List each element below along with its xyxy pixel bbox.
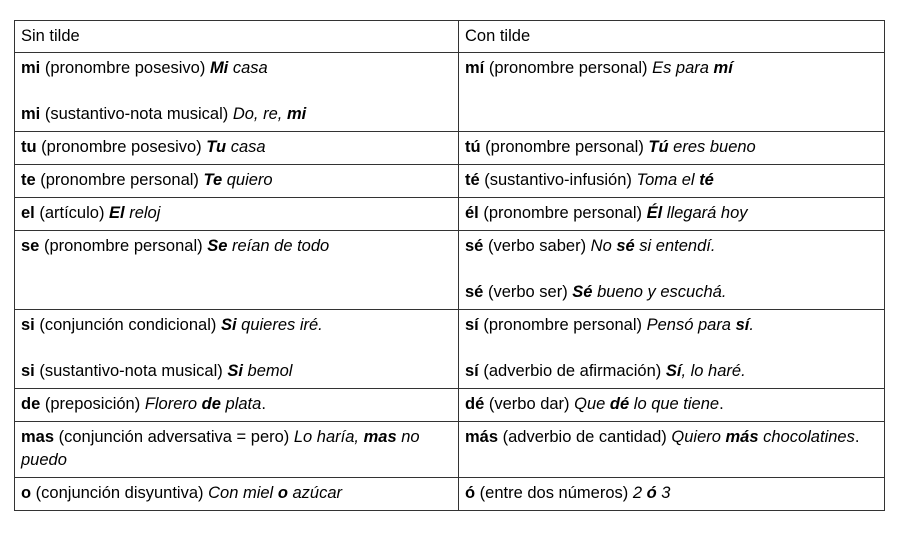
table-body bbox=[15, 53, 885, 511]
example-highlight: de bbox=[201, 395, 221, 413]
example-text: Es para bbox=[652, 59, 714, 77]
example-sentence bbox=[233, 105, 306, 123]
cell-con-tilde bbox=[459, 231, 885, 310]
usage-entry bbox=[21, 235, 452, 258]
example-highlight: más bbox=[725, 428, 759, 446]
trailing-punctuation: . bbox=[261, 395, 266, 413]
cell-con-tilde bbox=[459, 198, 885, 231]
word: más bbox=[465, 428, 499, 446]
word-description: (pronombre personal) bbox=[480, 138, 649, 156]
word: tu bbox=[21, 138, 37, 156]
example-sentence bbox=[574, 395, 719, 413]
table-row bbox=[15, 478, 885, 511]
example-text: casa bbox=[226, 138, 266, 156]
example-highlight: Mi bbox=[209, 59, 229, 77]
example-sentence bbox=[207, 237, 329, 255]
example-sentence bbox=[206, 138, 265, 156]
word-description: (pronombre personal) bbox=[478, 204, 647, 222]
header-sin-tilde: Sin tilde bbox=[15, 21, 459, 53]
example-highlight: El bbox=[109, 204, 125, 222]
usage-entry bbox=[21, 393, 452, 416]
word-description: (verbo saber) bbox=[483, 237, 591, 255]
word-description: (pronombre personal) bbox=[478, 316, 647, 334]
usage-entry bbox=[465, 202, 878, 225]
word-description: (pronombre posesivo) bbox=[36, 138, 207, 156]
example-sentence bbox=[647, 204, 748, 222]
word-description: (verbo ser) bbox=[483, 283, 573, 301]
example-text: lo que tiene bbox=[629, 395, 720, 413]
word: el bbox=[21, 204, 35, 222]
example-text: Que bbox=[574, 395, 610, 413]
example-highlight: Él bbox=[646, 204, 663, 222]
example-text: . bbox=[749, 316, 754, 334]
example-sentence bbox=[204, 171, 273, 189]
usage-entry bbox=[21, 103, 452, 126]
word-description: (sustantivo-nota musical) bbox=[34, 362, 228, 380]
example-highlight: sí bbox=[735, 316, 750, 334]
example-sentence bbox=[210, 59, 268, 77]
word-description: (pronombre personal) bbox=[39, 237, 208, 255]
table-row bbox=[15, 198, 885, 231]
word: sí bbox=[465, 316, 479, 334]
example-sentence bbox=[208, 484, 342, 502]
word: dé bbox=[465, 395, 485, 413]
example-sentence bbox=[221, 316, 323, 334]
word: si bbox=[21, 316, 35, 334]
example-text: Pensó para bbox=[646, 316, 736, 334]
example-highlight: mi bbox=[286, 105, 307, 123]
word-description: (preposición) bbox=[40, 395, 145, 413]
cell-sin-tilde bbox=[15, 132, 459, 165]
usage-entry bbox=[465, 360, 878, 383]
cell-con-tilde bbox=[459, 132, 885, 165]
example-highlight: Si bbox=[227, 362, 243, 380]
header-con-tilde: Con tilde bbox=[459, 21, 885, 53]
word-description: (pronombre personal) bbox=[484, 59, 653, 77]
example-sentence bbox=[647, 316, 754, 334]
word: se bbox=[21, 237, 40, 255]
usage-entry bbox=[21, 169, 452, 192]
cell-sin-tilde bbox=[15, 389, 459, 422]
usage-entry bbox=[21, 57, 452, 80]
usage-entry bbox=[465, 235, 878, 258]
word: té bbox=[465, 171, 480, 189]
example-highlight: Si bbox=[220, 316, 237, 334]
word-description: (verbo dar) bbox=[484, 395, 575, 413]
example-sentence bbox=[591, 237, 716, 255]
word-description: (sustantivo-infusión) bbox=[479, 171, 637, 189]
word: si bbox=[21, 362, 35, 380]
cell-con-tilde bbox=[459, 422, 885, 478]
example-text: quieres iré. bbox=[236, 316, 323, 334]
table-row bbox=[15, 389, 885, 422]
example-highlight: Tu bbox=[206, 138, 227, 156]
example-highlight: o bbox=[277, 484, 288, 502]
word: él bbox=[465, 204, 479, 222]
example-text: Toma el bbox=[636, 171, 700, 189]
example-text: reloj bbox=[124, 204, 161, 222]
example-sentence bbox=[671, 428, 854, 446]
example-highlight: Te bbox=[203, 171, 223, 189]
example-text: plata bbox=[220, 395, 262, 413]
usage-entry bbox=[21, 360, 452, 383]
example-sentence bbox=[666, 362, 746, 380]
tilde-rules-table bbox=[14, 20, 885, 511]
cell-sin-tilde bbox=[15, 231, 459, 310]
cell-con-tilde bbox=[459, 478, 885, 511]
table-row bbox=[15, 165, 885, 198]
word: o bbox=[21, 484, 32, 502]
example-text: llegará hoy bbox=[662, 204, 748, 222]
example-highlight: Tú bbox=[648, 138, 669, 156]
example-highlight: dé bbox=[609, 395, 630, 413]
usage-entry bbox=[465, 281, 878, 304]
example-highlight: Sé bbox=[572, 283, 593, 301]
usage-entry bbox=[465, 482, 878, 505]
usage-entry bbox=[465, 169, 878, 192]
table-row bbox=[15, 132, 885, 165]
word-description: (sustantivo-nota musical) bbox=[40, 105, 233, 123]
word: mi bbox=[21, 59, 41, 77]
word: tú bbox=[465, 138, 481, 156]
example-text: no puedo bbox=[21, 428, 420, 469]
usage-entry bbox=[21, 202, 452, 225]
cell-con-tilde bbox=[459, 389, 885, 422]
usage-entry bbox=[465, 57, 878, 80]
word: sí bbox=[465, 362, 479, 380]
word: te bbox=[21, 171, 36, 189]
example-sentence bbox=[227, 362, 292, 380]
table-row bbox=[15, 310, 885, 389]
cell-sin-tilde bbox=[15, 422, 459, 478]
example-text: eres bueno bbox=[668, 138, 756, 156]
example-text: si entendí. bbox=[634, 237, 716, 255]
usage-entry bbox=[21, 482, 452, 505]
example-text: Quiero bbox=[671, 428, 726, 446]
usage-entry bbox=[21, 426, 452, 472]
trailing-punctuation: . bbox=[719, 395, 724, 413]
cell-sin-tilde bbox=[15, 165, 459, 198]
example-text: quiero bbox=[222, 171, 273, 189]
example-text: 2 bbox=[632, 484, 647, 502]
example-highlight: Se bbox=[207, 237, 228, 255]
usage-entry bbox=[21, 136, 452, 159]
cell-sin-tilde bbox=[15, 198, 459, 231]
example-text: azúcar bbox=[287, 484, 343, 502]
word-description: (pronombre posesivo) bbox=[40, 59, 210, 77]
example-text: chocolatines bbox=[758, 428, 855, 446]
example-text: Con miel bbox=[208, 484, 278, 502]
trailing-punctuation: . bbox=[854, 428, 860, 446]
example-highlight: ó bbox=[646, 484, 657, 502]
example-text: Florero bbox=[144, 395, 202, 413]
word: de bbox=[21, 395, 41, 413]
cell-sin-tilde bbox=[15, 478, 459, 511]
word-description: (adverbio de afirmación) bbox=[478, 362, 666, 380]
word-description: (pronombre personal) bbox=[35, 171, 204, 189]
example-text: No bbox=[590, 237, 617, 255]
word: ó bbox=[465, 484, 476, 502]
example-text: Lo haría, bbox=[293, 428, 364, 446]
table-row bbox=[15, 422, 885, 478]
word: sé bbox=[465, 237, 484, 255]
example-sentence bbox=[109, 204, 160, 222]
table-row bbox=[15, 53, 885, 132]
usage-entry bbox=[465, 136, 878, 159]
example-text: reían de todo bbox=[227, 237, 330, 255]
word-description: (conjunción condicional) bbox=[34, 316, 221, 334]
example-sentence bbox=[652, 59, 733, 77]
header-row bbox=[15, 21, 885, 53]
example-highlight: té bbox=[699, 171, 714, 189]
word-description: (conjunción adversativa = pero) bbox=[54, 428, 294, 446]
example-text: bueno y escuchá. bbox=[592, 283, 727, 301]
usage-entry bbox=[465, 393, 878, 416]
word: mas bbox=[21, 428, 55, 446]
example-sentence bbox=[572, 283, 726, 301]
cell-con-tilde bbox=[459, 165, 885, 198]
usage-entry bbox=[465, 314, 878, 337]
example-text: 3 bbox=[656, 484, 671, 502]
example-sentence bbox=[145, 395, 262, 413]
cell-sin-tilde bbox=[15, 53, 459, 132]
word-description: (artículo) bbox=[34, 204, 110, 222]
example-highlight: mí bbox=[713, 59, 733, 77]
example-highlight: sé bbox=[616, 237, 635, 255]
example-highlight: Sí bbox=[665, 362, 682, 380]
table-row bbox=[15, 231, 885, 310]
usage-entry bbox=[465, 426, 878, 449]
word: mí bbox=[465, 59, 485, 77]
usage-entry bbox=[21, 314, 452, 337]
example-sentence bbox=[633, 484, 671, 502]
cell-con-tilde bbox=[459, 310, 885, 389]
example-text: , lo haré. bbox=[681, 362, 746, 380]
word-description: (conjunción disyuntiva) bbox=[31, 484, 209, 502]
example-highlight: mas bbox=[363, 428, 397, 446]
example-text: bemol bbox=[242, 362, 293, 380]
cell-con-tilde bbox=[459, 53, 885, 132]
example-text: casa bbox=[228, 59, 268, 77]
example-text: Do, re, bbox=[232, 105, 287, 123]
word: sé bbox=[465, 283, 484, 301]
word: mi bbox=[21, 105, 41, 123]
word-description: (entre dos números) bbox=[475, 484, 633, 502]
cell-sin-tilde bbox=[15, 310, 459, 389]
word-description: (adverbio de cantidad) bbox=[498, 428, 672, 446]
example-sentence bbox=[648, 138, 755, 156]
example-sentence bbox=[637, 171, 714, 189]
